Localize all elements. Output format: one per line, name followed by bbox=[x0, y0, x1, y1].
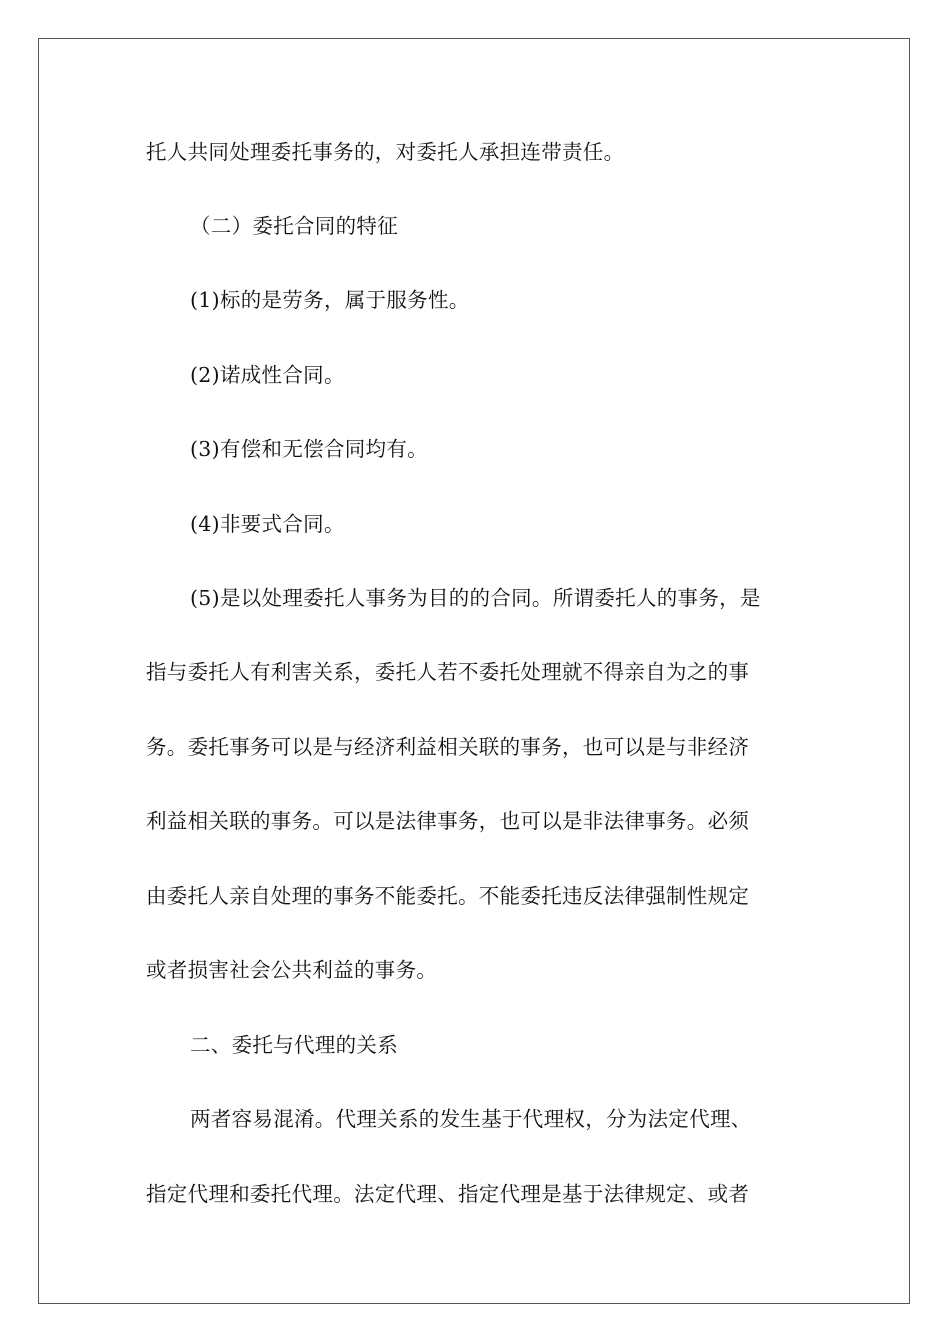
list-item-2: (2)诺成性合同。 bbox=[190, 363, 345, 387]
text-line-1: 托人共同处理委托事务的，对委托人承担连带责任。 bbox=[146, 140, 625, 164]
section-heading-contract-features: （二）委托合同的特征 bbox=[190, 214, 398, 238]
paragraph-line: 指与委托人有利害关系，委托人若不委托处理就不得亲自为之的事 bbox=[146, 660, 750, 684]
paragraph-line: 由委托人亲自处理的事务不能委托。不能委托违反法律强制性规定 bbox=[146, 884, 750, 908]
section-heading-delegation-agency: 二、委托与代理的关系 bbox=[190, 1033, 398, 1057]
list-item-5: (5)是以处理委托人事务为目的的合同。所谓委托人的事务，是 bbox=[190, 586, 761, 610]
paragraph-line: 指定代理和委托代理。法定代理、指定代理是基于法律规定、或者 bbox=[146, 1182, 750, 1206]
list-item-3: (3)有偿和无偿合同均有。 bbox=[190, 437, 428, 461]
paragraph-line: 两者容易混淆。代理关系的发生基于代理权，分为法定代理、 bbox=[190, 1107, 752, 1131]
paragraph-line: 或者损害社会公共利益的事务。 bbox=[146, 958, 438, 982]
list-item-1: (1)标的是劳务，属于服务性。 bbox=[190, 288, 470, 312]
list-item-4: (4)非要式合同。 bbox=[190, 512, 345, 536]
paragraph-line: 利益相关联的事务。可以是法律事务，也可以是非法律事务。必须 bbox=[146, 809, 750, 833]
paragraph-line: 务。委托事务可以是与经济利益相关联的事务，也可以是与非经济 bbox=[146, 735, 750, 759]
